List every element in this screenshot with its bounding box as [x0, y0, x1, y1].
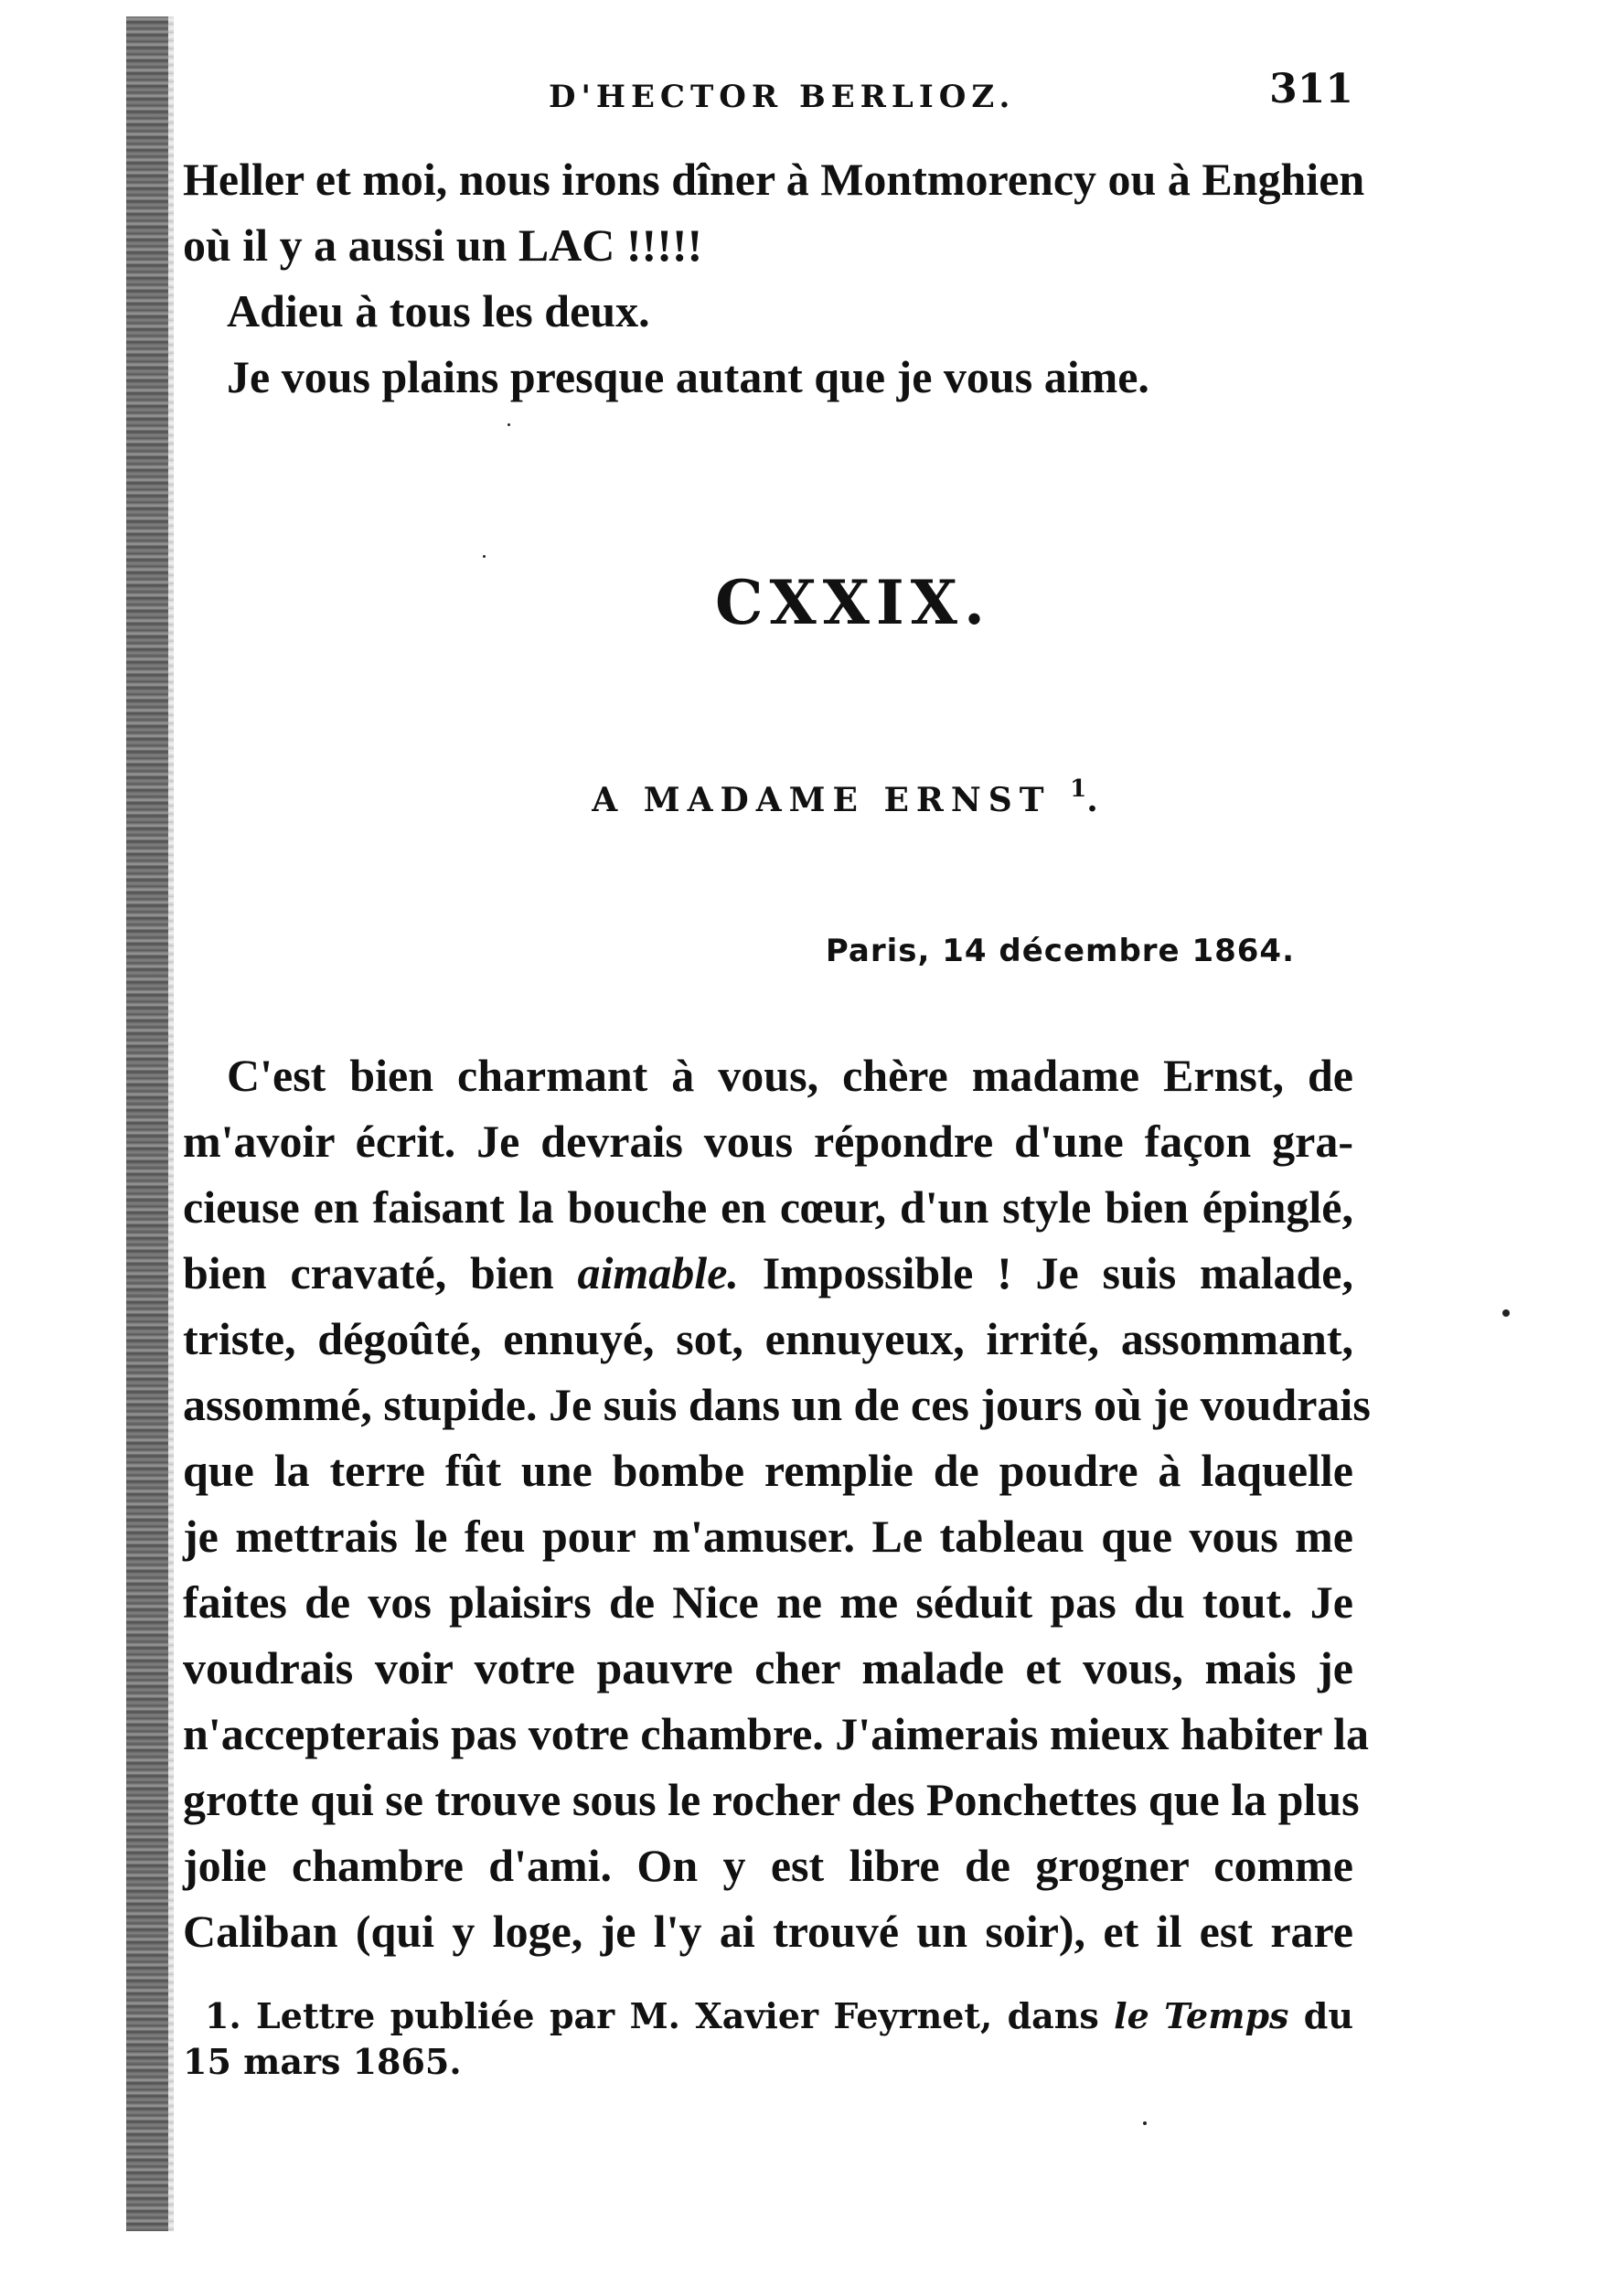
scan-speck: [1143, 2121, 1147, 2125]
text-line: que la terre fût une bombe remplie de poudre à laquelle: [183, 1445, 1353, 1496]
text-line: faites de vos plaisirs de Nice ne me séduit pas du tout. Je: [183, 1576, 1353, 1628]
continued-paragraph: [183, 146, 1365, 410]
text-line: triste, dégoûté, ennuyé, sot, ennuyeux, irrité, assommant,: [183, 1313, 1353, 1364]
footnote-line: [183, 1993, 1353, 2039]
footnote-line: 15 mars 1865.: [183, 2041, 462, 2082]
addressee-text: A MADAME ERNST: [592, 781, 1052, 819]
scan-speck: [1502, 1309, 1510, 1317]
text-line: grotte qui se trouve sous le rocher des Ponchettes que la plus: [183, 1774, 1360, 1825]
text-line: Je vous plains presque autant que je vous aime.: [227, 351, 1149, 402]
text-line: cieuse en faisant la bouche en cœur, d'un style bien épinglé,: [183, 1181, 1353, 1233]
text-line: où il y a aussi un LAC !!!!!: [183, 219, 703, 271]
text-line: Caliban (qui y loge, je l'y ai trouvé un soir), et il est rare: [183, 1906, 1353, 1957]
text-line: assommé, stupide. Je suis dans un de ces jours où je voudrais: [183, 1379, 1371, 1430]
text-line: C'est bien charmant à vous, chère madame Ernst, de: [227, 1050, 1353, 1101]
italic-word: aimable.: [577, 1247, 739, 1298]
letter-body: [183, 1042, 1371, 1964]
scan-speck: [483, 555, 486, 558]
text-segment: Impossible ! Je suis malade,: [762, 1247, 1353, 1298]
scanned-binding-edge: [126, 16, 168, 2231]
addressee-period: .: [1086, 781, 1106, 819]
letter-addressee: [0, 775, 1624, 819]
footnote-marker: 1: [1070, 775, 1087, 803]
scan-speck: [508, 423, 510, 426]
text-line: Heller et moi, nous irons dîner à Montmorency ou à Enghien: [183, 154, 1365, 205]
running-head: D'HECTOR BERLIOZ.: [549, 79, 1016, 115]
text-line: m'avoir écrit. Je devrais vous répondre d'une façon gra-: [183, 1116, 1353, 1167]
footnote-text: 1. Lettre publiée par M. Xavier Feyrnet, dans: [205, 1995, 1099, 2036]
text-line: voudrais voir votre pauvre cher malade et vous, mais je: [183, 1642, 1353, 1693]
text-line: Adieu à tous les deux.: [227, 285, 650, 336]
footnote: [183, 1993, 1353, 2085]
footnote-italic-title: le Temps: [1114, 1995, 1289, 2036]
footnote-text: du: [1303, 1995, 1353, 2036]
page-number: 311: [1269, 66, 1353, 112]
text-segment: bien cravaté, bien: [183, 1247, 554, 1298]
letter-dateline: Paris, 14 décembre 1864.: [825, 933, 1295, 969]
text-line: jolie chambre d'ami. On y est libre de grogner comme: [183, 1840, 1353, 1891]
text-line: je mettrais le feu pour m'amuser. Le tableau que vous me: [183, 1511, 1353, 1562]
text-line: n'accepterais pas votre chambre. J'aimerais mieux habiter la: [183, 1708, 1370, 1759]
page-header: [192, 66, 1353, 130]
letter-number-heading: CXXIX.: [714, 567, 991, 638]
text-line-with-italic: [183, 1240, 1353, 1306]
